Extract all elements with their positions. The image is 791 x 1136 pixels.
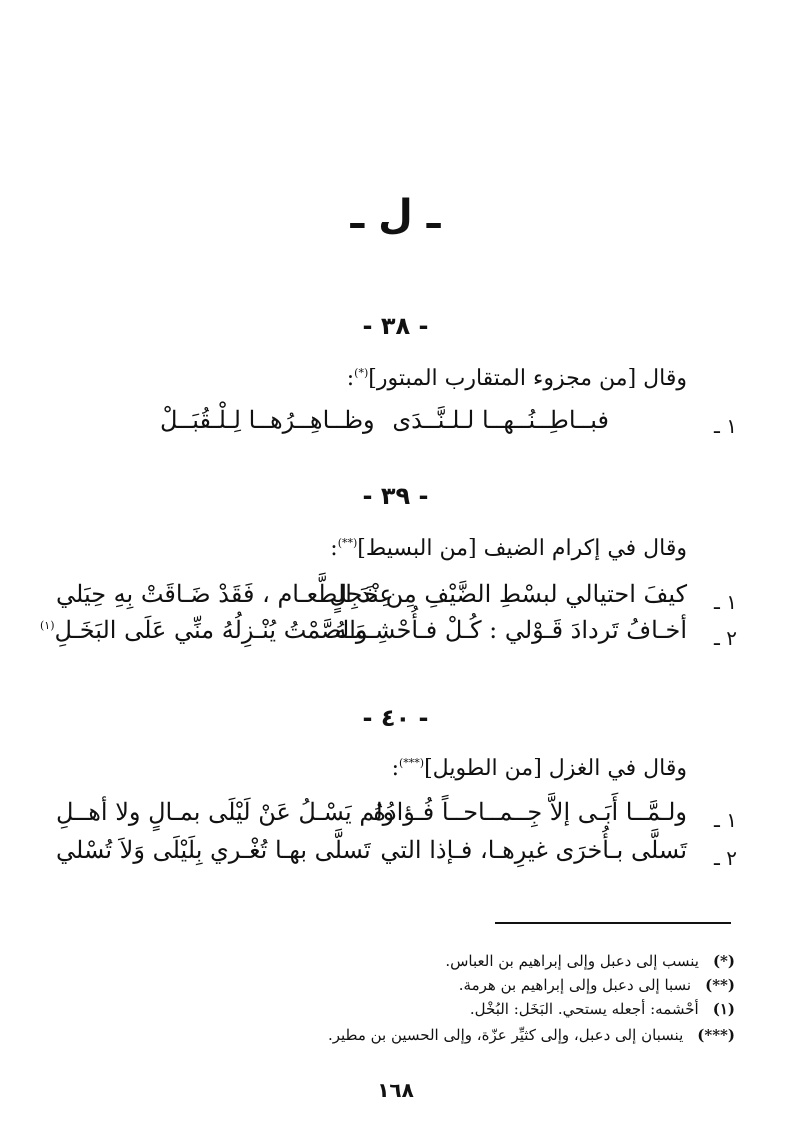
verse-second-hemistich-with-note xyxy=(40,616,368,644)
verse-second-hemistich: وظــاهِــرُهــا لِـلْـقُبَــلْ xyxy=(160,406,375,434)
intro-text: وقال في إكرام الضيف [من البسيط] xyxy=(357,536,687,561)
footnote xyxy=(459,976,735,994)
verse-second-hemistich: تَسلَّى بهـا تُغْـري بِلَيْلَى وَلاَ تُسْلي xyxy=(56,836,371,864)
intro-text: وقال في الغزل [من الطويل] xyxy=(424,756,687,781)
poem-number-39: - ٣٩ - xyxy=(362,482,429,510)
intro-colon: : xyxy=(346,366,355,391)
intro-text: وقال [من مجزوء المتقارب المبتور] xyxy=(368,366,687,391)
footnote-text: نسبا إلى دعبل وإلى إبراهيم بن هرمة. xyxy=(458,976,692,994)
footnote-mark: (***) xyxy=(697,1026,735,1044)
footnote xyxy=(445,952,735,970)
intro-colon: : xyxy=(330,536,338,561)
footnote-ref: (***) xyxy=(398,756,425,770)
verse-first-hemistich: ولـمَّــا أَبَـى إلاَّ جِــمــاحــاً فُـؤادُهُ xyxy=(373,798,687,826)
verse-number: ٢ ـ xyxy=(714,846,737,870)
verse-number: ١ ـ xyxy=(714,414,737,438)
chapter-heading: ـ ل ـ xyxy=(350,192,441,238)
verse-number: ٢ ـ xyxy=(714,626,737,650)
poem-intro-40 xyxy=(392,756,687,781)
footnote-mark: (١) xyxy=(712,1000,735,1018)
verse-first-hemistich: تَسلَّى بـأُخرَى غيرِهـا، فـإذا التي xyxy=(380,836,687,864)
verse-text: والصَّمْتُ يُنْـزِلُهُ منِّي عَلَى البَخَـلِ xyxy=(54,616,368,644)
verse-second-hemistich: ولم يَسْـلُ عَنْ لَيْلَى بمـالٍ ولا أهــلِ xyxy=(56,798,395,826)
footnote-divider xyxy=(495,922,731,924)
poem-number-38: - ٣٨ - xyxy=(362,312,429,340)
poem-intro-38 xyxy=(347,366,687,391)
verse-second-hemistich: عِنْدَ الطَّعـام ، فَقَدْ ضَـاقَتْ بِهِ حِيَلي xyxy=(56,580,394,608)
footnote-text: ينسبان إلى دعبل، وإلى كثيِّر عزّة، وإلى الحسين بن مطير. xyxy=(327,1026,684,1044)
footnote-ref: (*) xyxy=(354,366,369,380)
verse-first-hemistich: كيفَ احتيالي لبسْطِ الضَّيْفِ مِن خَجِلٍ xyxy=(329,580,687,608)
verse-number: ١ ـ xyxy=(714,590,737,614)
page-number: ١٦٨ xyxy=(377,1078,414,1102)
footnote-text: أحْشمه: أجعله يستحي. البَخَل: البُخْل. xyxy=(469,1000,699,1018)
verse-first-hemistich: أخـافُ تَردادَ قَـوْلي : كُـلْ فـأُحْشِـمَـهُ xyxy=(334,616,687,644)
verse-first-hemistich: فبــاطِــنُــهــا لـلـنَّــدَى xyxy=(392,406,609,434)
intro-colon: : xyxy=(391,756,399,781)
footnote xyxy=(328,1026,735,1044)
footnote-ref: (**) xyxy=(337,536,358,550)
verse-number: ١ ـ xyxy=(714,808,737,832)
footnote-text: ينسب إلى دعبل وإلى إبراهيم بن العباس. xyxy=(445,952,699,970)
footnote xyxy=(470,1000,735,1018)
footnote-mark: (**) xyxy=(705,976,735,994)
poem-intro-39 xyxy=(330,536,687,561)
poem-number-40: - ٤٠ - xyxy=(362,704,429,732)
footnote-mark: (*) xyxy=(712,952,735,970)
footnote-ref: (١) xyxy=(40,619,55,632)
